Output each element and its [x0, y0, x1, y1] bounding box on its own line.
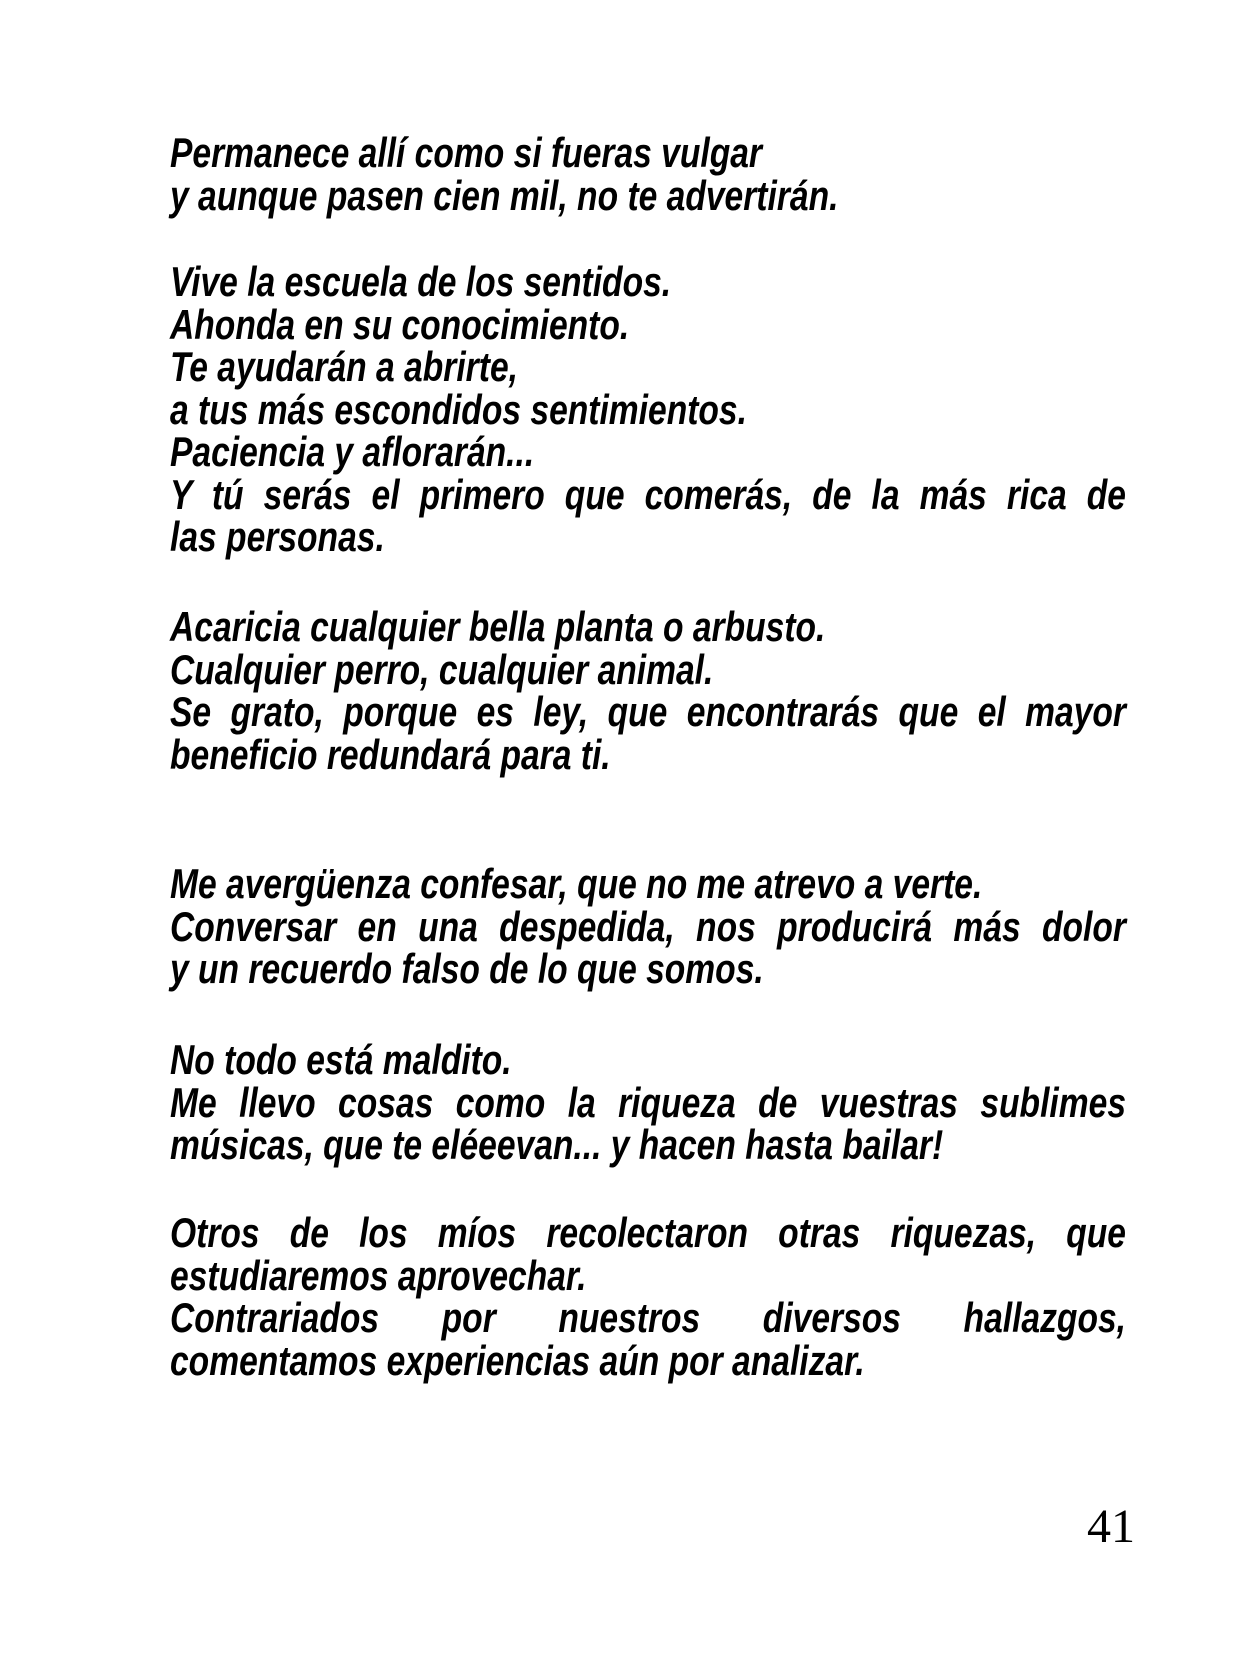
poem-line: las personas. — [170, 513, 385, 560]
stanza-6 — [170, 1209, 1126, 1384]
poem-line: Y tú serás el primero que comerás, de la más rica de — [170, 470, 1126, 518]
poem-line: a tus más escondidos sentimientos. — [170, 385, 747, 433]
stanza-4 — [170, 860, 1126, 992]
poem-line: Cualquier perro, cualquier animal. — [170, 645, 714, 693]
poem-line: Acaricia cualquier bella planta o arbusto. — [170, 603, 826, 650]
poem-line: Se grato, porque es ley, que encontrarás que el mayor — [170, 688, 1126, 735]
poem-line: Otros de los míos recolectaron otras riquezas, que — [170, 1209, 1126, 1256]
poem-line: Ahonda en su conocimiento. — [170, 300, 630, 348]
poem-line: Permanece allí como si fueras vulgar — [170, 129, 763, 176]
poem-line: y un recuerdo falso de lo que somos. — [170, 945, 764, 992]
page-number: 41 — [1087, 1500, 1135, 1553]
poem-line: comentamos experiencias aún por analizar. — [170, 1336, 865, 1384]
poem-line: Vive la escuela de los sentidos. — [170, 258, 672, 305]
poem-line: No todo está maldito. — [170, 1036, 512, 1083]
poem-line: Conversar en una despedida, nos producirá más dolor — [170, 902, 1126, 950]
poem-line: beneficio redundará para ti. — [170, 730, 611, 778]
stanza-5 — [170, 1036, 1126, 1168]
poem-line: Paciencia y aflorarán... — [170, 428, 535, 475]
poem-line: Te ayudarán a abrirte, — [170, 343, 518, 390]
stanza-2 — [170, 258, 1126, 560]
poem-line: y aunque pasen cien mil, no te advertirán. — [170, 171, 839, 219]
poem-line: Contrariados por nuestros diversos hallazgos, — [170, 1294, 1126, 1341]
poem-line: Me avergüenza confesar, que no me atrevo a verte. — [170, 860, 983, 907]
poem-line: estudiaremos aprovechar. — [170, 1251, 587, 1299]
stanza-1 — [170, 129, 1126, 219]
poem-line: músicas, que te eléeevan... y hacen hasta bailar! — [170, 1121, 944, 1168]
poem-line: Me llevo cosas como la riqueza de vuestras sublimes — [170, 1078, 1126, 1126]
stanza-3 — [170, 603, 1126, 778]
